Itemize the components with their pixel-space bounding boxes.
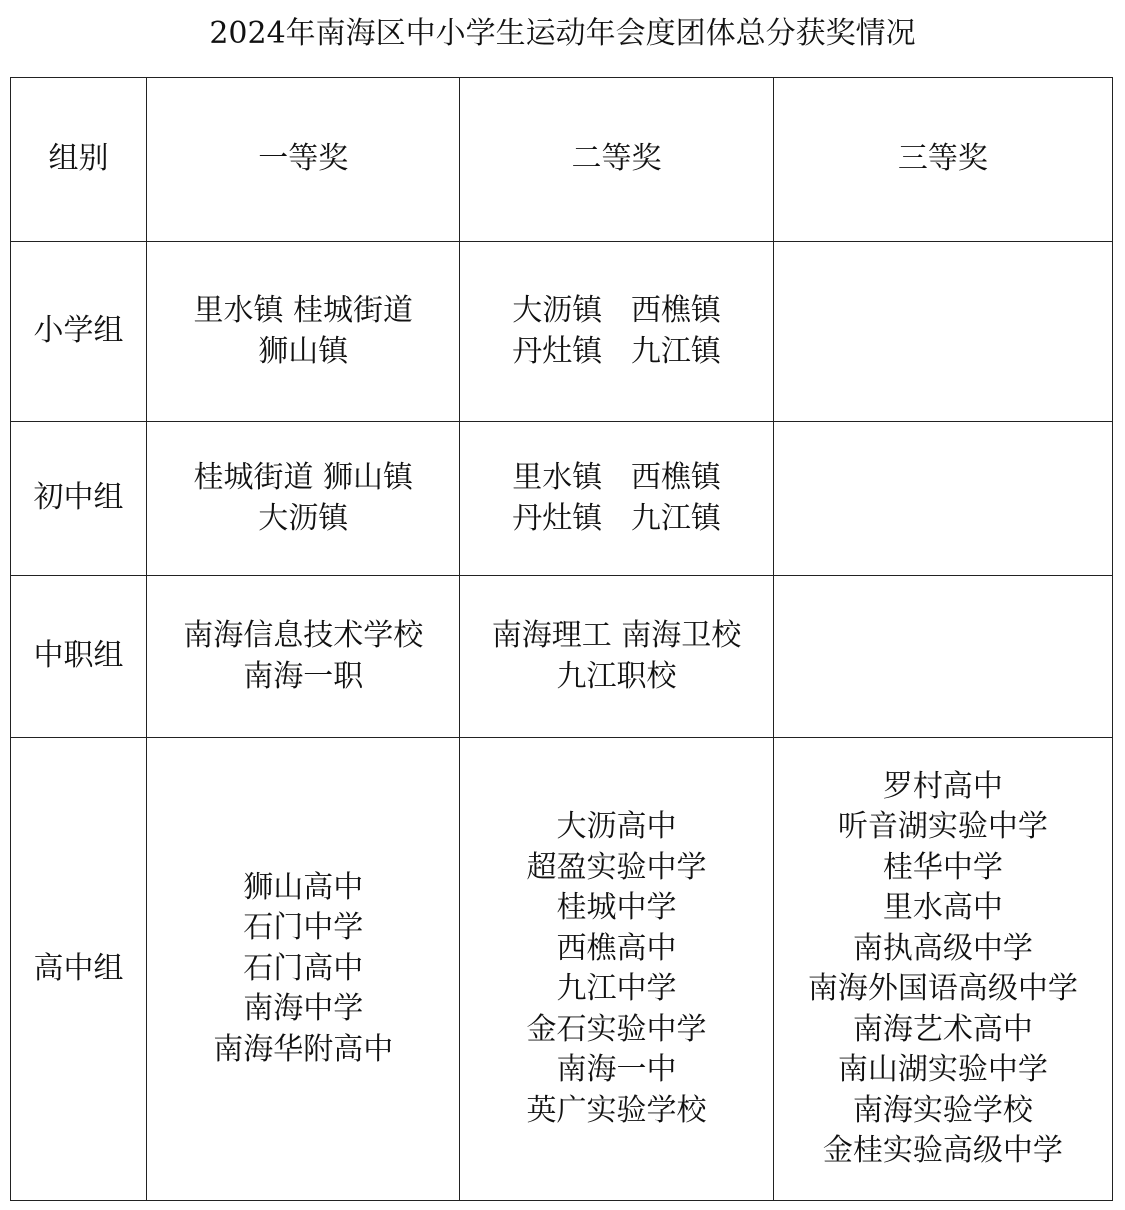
- winner-entry: 南山湖实验中学: [837, 1052, 1048, 1087]
- group-cell: 中职组: [11, 576, 147, 738]
- winner-entry: 南海信息技术学校: [183, 618, 424, 653]
- group-cell: 小学组: [11, 242, 147, 422]
- third-prize-cell: [773, 422, 1112, 576]
- winner-entry: 南海理工 南海卫校: [491, 618, 742, 653]
- first-prize-cell: [147, 242, 460, 422]
- page-title: 2024年南海区中小学生运动年会度团体总分获奖情况: [209, 16, 916, 51]
- winner-entry: 南海实验学校: [852, 1092, 1033, 1128]
- header-group: 组别: [11, 78, 147, 242]
- first-prize-cell: [147, 576, 460, 738]
- winner-entry: 英广实验学校: [526, 1092, 707, 1128]
- winner-entry: 听音湖实验中学: [837, 809, 1048, 844]
- winner-entry: 金石实验中学: [526, 1011, 707, 1047]
- winner-entry: 大沥镇: [258, 500, 349, 536]
- winner-entry: 里水镇 桂城街道: [193, 293, 414, 328]
- winner-entry: 狮山高中: [243, 869, 364, 905]
- table-row-junior: [11, 422, 1113, 576]
- third-prize-cell: [773, 576, 1112, 738]
- winner-entry: 南海华附高中: [213, 1031, 394, 1067]
- winner-entry: 石门中学: [243, 910, 364, 946]
- winner-entry: 丹灶镇 九江镇: [512, 333, 721, 369]
- winner-entry: 大沥高中: [556, 809, 677, 844]
- first-prize-cell: [147, 422, 460, 576]
- table-row-senior: [11, 738, 1113, 1201]
- header-second-prize: 二等奖: [460, 78, 773, 242]
- winner-entry: 狮山镇: [258, 333, 349, 369]
- winner-entry: 桂华中学: [882, 849, 1003, 885]
- third-prize-cell: [773, 242, 1112, 422]
- winner-entry: 丹灶镇 九江镇: [512, 500, 721, 536]
- awards-table: [10, 77, 1113, 1201]
- group-cell: 高中组: [11, 738, 147, 1201]
- winner-entry: 金桂实验高级中学: [822, 1133, 1063, 1168]
- winner-entry: 九江中学: [556, 971, 677, 1006]
- winner-entry: 九江职校: [556, 658, 677, 694]
- table-header-row: [11, 78, 1113, 242]
- winner-entry: 桂城中学: [556, 890, 677, 925]
- winner-entry: 里水高中: [882, 890, 1003, 925]
- winner-entry: 南海一中: [556, 1052, 677, 1087]
- winner-entry: 石门高中: [243, 950, 364, 986]
- second-prize-cell: [460, 422, 773, 576]
- group-cell: 初中组: [11, 422, 147, 576]
- winner-entry: 西樵高中: [556, 930, 677, 966]
- first-prize-cell: [147, 738, 460, 1201]
- winner-entry: 大沥镇 西樵镇: [512, 293, 721, 328]
- winner-entry: 南海外国语高级中学: [807, 971, 1078, 1006]
- third-prize-cell: [773, 738, 1112, 1201]
- winner-entry: 南海一职: [243, 658, 364, 694]
- table-row-vocational: [11, 576, 1113, 738]
- winner-entry: 桂城街道 狮山镇: [193, 460, 414, 495]
- header-first-prize: 一等奖: [147, 78, 460, 242]
- second-prize-cell: [460, 242, 773, 422]
- winner-entry: 南海艺术高中: [852, 1011, 1033, 1047]
- table-row-primary: [11, 242, 1113, 422]
- winner-entry: 里水镇 西樵镇: [512, 460, 721, 495]
- winner-entry: 南海中学: [243, 991, 364, 1027]
- winner-entry: 罗村高中: [882, 768, 1003, 804]
- second-prize-cell: [460, 576, 773, 738]
- header-third-prize: 三等奖: [773, 78, 1112, 242]
- winner-entry: 南执高级中学: [852, 930, 1033, 966]
- winner-entry: 超盈实验中学: [526, 849, 707, 885]
- second-prize-cell: [460, 738, 773, 1201]
